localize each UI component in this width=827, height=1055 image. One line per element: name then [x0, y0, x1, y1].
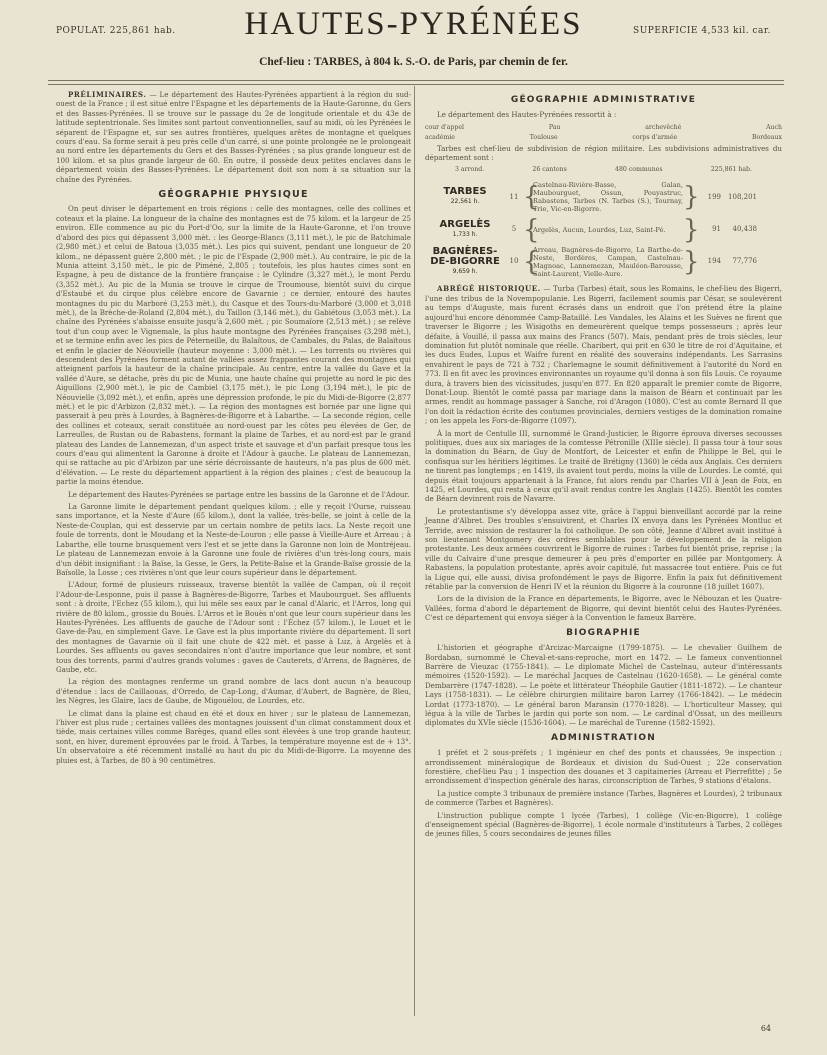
- geo-phys-paragraph-5: La région des montagnes renferme un grand nombre de lacs dont aucun n'a beaucoup d'étendue : lacs de Caillaouas, d'Orredo, de Cap-Long, d'Aumar, d'Aubert, de Bagnère, de Bleu, les Nègres, les Glaire, lacs de Gaube, de Migouélou, de Lourdes, etc.: [56, 677, 411, 706]
- administration-paragraph-3: L'instruction publique compte 1 lycée (Tarbes), 1 collège (Vic-en-Bigorre), 1 collège d'enseignement spécial (Bagnères-de-Bigorre), 1 école normale d'instituteurs à Tarbes, 2 collèges de jeunes filles, 5 cours secondaires de jeunes filles: [425, 810, 782, 839]
- commune-count: 91: [712, 224, 721, 233]
- brace-glyph: }: [683, 182, 700, 213]
- admin-note: Tarbes est chef-lieu de subdivision de région militaire. Les subdivisions administratives du département sont :: [425, 143, 782, 163]
- admin-mini-row: [425, 123, 782, 132]
- geographie-administrative-heading: GÉOGRAPHIE ADMINISTRATIVE: [510, 95, 697, 105]
- biographie-heading: BIOGRAPHIE: [566, 627, 641, 638]
- administration-heading: ADMINISTRATION: [551, 732, 656, 743]
- preliminaires-paragraph: [56, 90, 411, 184]
- geo-phys-paragraph-6: Le climat dans la plaine est chaud en été et doux en hiver ; sur le plateau de Lannemezan, l'hiver est plus rude ; certaines vallées des montagnes jouissent d'un climat constamment doux et tiède, mais certaines villes comme Barèges, quand elles sont élevées à une trop grande hauteur, sont, en hiver, durement éprouvées par le froid. À Tarbes, la température moyenne est de + 13°. Un observatoire a été récemment installé au haut du pic du Midi-de-Bigorre. La moyenne des pluies est, à Tarbes, de 80 à 90 centimètres.: [56, 708, 411, 765]
- brace-glyph: {: [523, 182, 540, 213]
- arrondissement-row: [425, 181, 782, 214]
- abrege-paragraph-2: À la mort de Centulle III, surnommé le Grand-Justicier, le Bigorre éprouva diverses secousses politiques, dues aux six mariages de la comtesse Pétronille (XIIIe siècle). Il passa tour à tour sous la domination du Béarn, de Guy de Montfort, de Leicester et enfin de Philippe le Bel, qui le confisqua sur les héritiers légitimes. Le traité de Brétigny (1360) le céda aux Anglais. Ces derniers ne tinrent pas longtemps ; en 1419, ils avaient tout perdu, moins la ville de Lourdes. Le comté, qui depuis était toujours appartenait à la France, fut alors rendu par Charles VII à Jean de Foix, en 1425, et Lourdes, qui resta à ceux qu'il avait rendus contre les Anglais (1425). Bientôt les comtes de Béarn devinrent rois de Navarre.: [425, 428, 782, 504]
- column-divider: [414, 86, 415, 1016]
- population-count: 77,776: [732, 257, 757, 266]
- admin-head-cell: 225,861 hab.: [710, 166, 752, 174]
- admin-head-cell: 26 cantons: [532, 166, 567, 174]
- geographie-physique-heading: GÉOGRAPHIE PHYSIQUE: [158, 189, 309, 201]
- abrege-lead: ABRÉGÉ HISTORIQUE.: [437, 284, 541, 294]
- admin-mini-table: [425, 123, 782, 143]
- page-title: HAUTES-PYRÉNÉES: [244, 6, 583, 42]
- brace-glyph: {: [523, 214, 540, 245]
- abrege-paragraph-3: Le protestantisme s'y développa assez vite, grâce à l'appui bienveillant accordé par la reine Jeanne d'Albret. Des troubles s'ensuivirent, et Charles IX envoya dans les Pyrénées Montluc et Terride, avec mission de restaurer la foi catholique. De son côté, Jeanne d'Albret avait institué à son lieutenant Montgomery des ordres semblables pour le développement de la religion protestante. Les deux armées couvrirent le Bigorre de ruines : Tarbes fut bientôt prise, reprise ; la ville du Calvaire d'une presque demeurer à peu près d'emporter en pillée par Montgomery. À Rabastens, la population protestante, après avoir capitulé, fut massacrée tout entière. Puis ce fut la Ligue qui, elle aussi, divisa profondément le pays de Bigorre. Enfin la paix fut définitivement rétablie par la conversion de Henri IV et la réunion du Bigorre à la couronne (18 juillet 1607).: [425, 506, 782, 592]
- arrondissement-row: [425, 246, 782, 279]
- surface-header: SUPERFICIE 4,533 kil. car.: [633, 26, 771, 36]
- preliminaires-text: — Le département des Hautes-Pyrénées appartient à la région du sud-ouest de la France ; il est situé entre l'Espagne et les départements de la Haute-Garonne, du Gers et des Basses-Pyrénées. Il se trouve sur le passage du 2e de longitude orientale et du 43e de latitude septentrionale. Ses limites sont partout conventionnelles, sauf au midi, où les Pyrénées le séparent de l'Espagne et, sur ses autres frontières, quelques arêtes de montagne et quelques cours d'eau. Sa forme serait à peu près celle d'un carré, si une pointe prolongée ne le prolongeait au nord entre les départements du Gers et des Basses-Pyrénées ; sa plus grande longueur est de 100 kilom. et sa plus grande largeur de 60. En outre, il possède deux petites enclaves dans le département voisin des Basses-Pyrénées. Le département doit son nom à sa situation sur la chaîne des Pyrénées.: [56, 90, 411, 184]
- abrege-paragraph-1: [425, 284, 782, 425]
- commune-count: 194: [707, 257, 721, 266]
- mini-cell: Bordeaux: [751, 134, 782, 142]
- abrege-text: — Turba (Tarbes) était, sous les Romains, le chef-lieu des Bigerri, l'une des tribus de la Novempopulanie. Les Bigerri, facilement soumis par César, se soulevèrent au temps d'Auguste, mais furent écrasés dans un endroit que l'on prétend être la plaine aujourd'hui encore dénommée Camp-Bataillé. Les Vandales, les Alains et les Suèves ne firent que traverser le Bigorre ; les Wisigoths en demeurèrent quelque temps possesseurs ; après leur défaite, à Vouillé, il passa aux mains des Francs (507). Mais, pendant près de trois siècles, leur domination fut plutôt nominale que réelle. Charibert, qui prit en 630 le titre de roi d'Aquitaine, et les ducs Eudes, Lupus et Waifre furent en réalité des souverains indépendants. Les Sarrasins envahirent le pays de 721 à 732 ; Charlemagne le soumit définitivement à l'autorité du Nord en 773. Il en fit avec les provinces environnantes un royaume qu'il donna à son fils Louis. Ce royaume dura, à travers bien des vicissitudes, jusqu'en 877. En 820 apparaît le premier comte de Bigorre, Donat-Loup. Bientôt le comté passa par mariage dans la maison de Béarn et continuait par les armes, rendit au hommage passager à Sanche, roi d'Aragon (1080). C'est au comte Bernard II que l'on doit la rédaction écrite des coutumes provinciales, derniers vestiges de la domination romaine ; on les appela les Fors-de-Bigorre (1097).: [425, 284, 782, 426]
- canton-list: Argelès, Aucun, Lourdes, Luz, Saint-Pé.: [533, 225, 666, 234]
- population-count: 108,201: [728, 192, 757, 201]
- canton-count: 5: [511, 224, 517, 233]
- administration-paragraph-2: La justice compte 3 tribunaux de première instance (Tarbes, Bagnères et Lourdes), 2 tribunaux de commerce (Tarbes et Bagnères).: [425, 788, 782, 808]
- brace-glyph: }: [683, 214, 700, 245]
- admin-intro: Le département des Hautes-Pyrénées ressortit à :: [437, 110, 617, 120]
- left-column: [56, 90, 411, 768]
- admin-head-cell: 3 arrond.: [455, 166, 485, 174]
- population-count: 40,438: [732, 224, 757, 233]
- administration-paragraph-1: 1 préfet et 2 sous-préfets ; 1 ingénieur en chef des ponts et chaussées, 9e inspection ; arrondissement minéralogique de Bordeaux et division du Sud-Ouest ; 22e conservation forestière, chef-lieu Pau ; 1 inspection des douanes et 3 capitaineries (Arreau et Pierrefitte) ; 5e arrondissement d'inspection générale des haras, circonscription de Tarbes, 9 stations d'étalons.: [425, 748, 782, 786]
- header-rule-2: [48, 84, 784, 85]
- arrondissement-name: ARGELÈS 1,733 h.: [439, 218, 491, 238]
- geo-phys-paragraph-1: On peut diviser le département en trois régions : celle des montagnes, celle des collines et coteaux et la plaine. La longueur de la chaîne des montagnes est de 75 kilom. et la largeur de 25 environ. Elle commence au pic du Port-d'Oo, sur la limite de la Haute-Garonne, et l'on trouve d'abord des pics qui dépassent 3,000 mèt. : les George-Blancs (3,111 mèt.), le pic de Batchimale (2,980 mèt.) et celui de Batoua (3,035 mèt.). Les pics qui suivent, pendant une longueur de 20 kilom., ne dépassent guère 2,800 mèt. ; le pic de l'Espade (2,900 mèt.). Au contraire, le pic de la Munia atteint 3,150 mèt., le pic de Piméné, 2,805 ; toutefois, les plus hautes cimes sont en Espagne, à peu de distance de la frontière française : le Cylindre (3,327 mèt.), le mont Perdu (3,352 mèt.). Au pic de la Munia se trouve le cirque de Troumouse, bientôt suivi du cirque d'Estaubé et du cirque plus célèbre encore de Gavarnie ; ce dernier, entouré des hautes montagnes du pic du Marboré (3,253 mèt.), du Casque et des Tours-du-Marboré (3,000 et 3,018 mèt.), de la Brèche-de-Roland (2,804 mèt.), du Taillon (3,146 mèt.), du Gabiétous (3,053 mèt.). La chaîne des Pyrénées s'abaisse ensuite jusqu'à 2,600 mèt. ; pic Soumaïore (2,513 mèt.) ; se relève tout d'un coup avec le Vignemale, la plus haute montagne des Pyrénées françaises (3,298 mèt.), et se termine enfin avec les pics de Péterneille, du Balaïtous, de Cambales, du Palas, de Balaïtous et enfin le glacier de Néouvielle (hauteur moyenne : 3,000 mèt.). — Les torrents ou rivières qui descendent des Pyrénées forment autant de vallées assez frappantes courant des montagnes qui atteignent parfois la hauteur de la chaîne principale. Au centre, entre la vallée du Gave et la vallée d'Aure, se détache, près du pic de Munia, une haute chaîne qui projette au nord le pic des Aiguillons (2,900 mèt.), le pic de Cambiel (3,175 mèt.), le pic Long (3,194 mèt.), le pic de Néouvielle (3,092 mèt.), et enfin, après une dépression profonde, le pic du Midi-de-Bigorre (2,877 mèt.) et le pic d'Arbizon (2,832 mèt.). — La région des montagnes est bornée par une ligne qui passerait à peu près à Lourdes, à Bagnères-de-Bigorre et à Labarthe. — La seconde région, celle des collines et coteaux, serait constituée au nord-ouest par les côtes peu élevées de Ger, de Larreulles, de Rustan ou de Rabastens, formant la plaine de Tarbes, et au nord-est par le grand plateau des Landes de Lannemezan, d'un aspect triste et sauvage et d'un parfait presque tous les cours d'eau qui alimentent la Garonne à droite et l'Adour à gauche. Le plateau de Lannemezan, qui se rattache au pic d'Arbizon par une série décroissante de hauteurs, n'a pas plus de 600 mèt. d'élévation. — Le reste du département appartient à la région des plaines ; c'est de beaucoup la partie la moins étendue.: [56, 204, 411, 487]
- mini-cell: Pau: [548, 123, 561, 131]
- admin-head-cell: 480 communes: [615, 166, 663, 174]
- arrondissements-table: [425, 181, 782, 279]
- admin-head-row: [425, 165, 782, 174]
- abrege-paragraph-4: Lors de la division de la France en départements, le Bigorre, avec le Nébouzan et les Quatre-Vallées, forma d'abord le département de Bigorre, qui devint bientôt celui des Hautes-Pyrénées. C'est ce département qui envoya siéger à la Convention le fameux Barrère.: [425, 594, 782, 623]
- brace-glyph: {: [523, 247, 540, 278]
- mini-cell: Toulouse: [529, 134, 558, 142]
- canton-list: Arreau, Bagnères-de-Bigorre, La Barthe-de-Neste, Bordères, Campan, Castelnau-Magnoac, Lannemezan, Mauléon-Barousse, Saint-Laurent, Vielle-Aure.: [533, 245, 683, 279]
- mini-cell: cour d'appel: [425, 123, 465, 131]
- arrondissement-name: BAGNÈRES-DE-BIGORRE 9,659 h.: [430, 246, 500, 276]
- geo-phys-paragraph-2: Le département des Hautes-Pyrénées se partage entre les bassins de la Garonne et de l'Adour.: [68, 489, 410, 499]
- brace-glyph: }: [683, 247, 700, 278]
- preliminaires-lead: PRÉLIMINAIRES.: [68, 90, 147, 99]
- geo-phys-paragraph-4: L'Adour, formé de plusieurs ruisseaux, traverse bientôt la vallée de Campan, où il reçoit l'Adour-de-Lesponne, puis il passe à Bagnères-de-Bigorre, Tarbes et Maubourguet. Ses affluents sont : à droite, l'Echez (55 kilom.), qui lui mêle ses eaux par le canal d'Alaric, et l'Arros, long qui rivière de 80 kilom., grossie du Bouès. L'Arros et le Bouès n'ont que leur cours supérieur dans les Hautes-Pyrénées. Les affluents de gauche de l'Adour sont : l'Échez (57 kilom.), le Louet et le Gave-de-Pau, en simplement Gave. Le Gave est la plus importante rivière du département. Il sort des montagnes de Gavarnie où il fait une chute de 422 mèt. et passe à Luz, à Argelès et à Lourdes. Ses affluents ou gaves secondaires n'ont d'autre importance que leur nombre, et sont tous des torrents, parmi d'autres grands volumes : gaves de Cauterets, d'Arrens, de Bagnères, de Gaube, etc.: [56, 580, 411, 674]
- canton-list: Castelnau-Rivière-Basse, Galan, Maubourguet, Ossun, Pouyastruc, Rabastens, Tarbes (N. Tarbes (S.), Tournay, Trie, Vic-en-Bigorre.: [533, 180, 683, 214]
- commune-count: 199: [707, 192, 721, 201]
- mini-cell: archevêché: [645, 123, 682, 131]
- population-header: POPULAT. 225,861 hab.: [56, 26, 176, 36]
- page-number: 64: [760, 1024, 771, 1033]
- right-column: [425, 90, 782, 842]
- arrondissement-name: TARBES 22,561 h.: [443, 186, 487, 206]
- canton-count: 11: [509, 192, 519, 201]
- mini-cell: académie: [425, 134, 455, 142]
- canton-count: 10: [509, 257, 519, 266]
- admin-mini-row: [425, 133, 782, 142]
- arrondissement-row: [425, 214, 782, 245]
- header-rule: [48, 80, 784, 81]
- geo-phys-paragraph-3: La Garonne limite le département pendant quelques kilom. ; elle y reçoit l'Ourse, ruisseau sans importance, et la Neste d'Aure (65 kilom.), dont la vallée, très-belle, se joint à celle de la Neste-de-Couplan, qui est desservie par un certain nombre de petits lacs. La Neste reçoit une foule de torrents, dont le Moudang et la Neste-de-Louron ; elle passe à Vieille-Aure et Arreau ; à Labarthe, elle tourne brusquement vers l'est et se jette dans la Garonne non loin de Montréjeau. Le plateau de Lannemezan envoie à la Garonne une foule de rivières d'un très-long cours, mais d'un débit insignifiant : la Baïse, la Gesse, le Gers, la Petite-Baïse et la Grande-Baïse grossie de la Baïsolle, la Losse ; ces rivières n'ont que leur cours supérieur dans le département.: [56, 502, 411, 577]
- mini-cell: Auch: [766, 123, 782, 131]
- biographie-paragraph: L'historien et géographe d'Arcizac-Marcaigne (1799-1875). — Le chevalier Guilhem de Bordaban, surnommé le Cheval-et-sans-reproche, mort en 1472. — Le fameux conventionnel Barrère de Vieuzac (1755-1841). — Le diplomate Michel de Castelnau, auteur d'intéressants mémoires (1520-1592). — Le maréchal Jacques de Castelnau (1620-1658). — Le général comte Dembarrère (1747-1828). — Le poète et littérateur Théophile Gautier (1811-1872). — Le chanteur Lays (1758-1831). — Le célèbre chirurgien militaire baron Larrey (1766-1842). — Le médecin Lordat (1773-1870). — Le général baron Maransin (1770-1828). — L'horticulteur Massey, qui légua à la ville de Tarbes le jardin qui porte son nom. — Le cardinal d'Ossat, un des meilleurs diplomates du XVIe siècle (1536-1604). — Le maréchal de Turenne (1582-1592).: [425, 643, 782, 728]
- page-subtitle: Chef-lieu : TARBES, à 804 k. S.-O. de Paris, par chemin de fer.: [259, 56, 568, 68]
- mini-cell: corps d'armée: [632, 134, 678, 142]
